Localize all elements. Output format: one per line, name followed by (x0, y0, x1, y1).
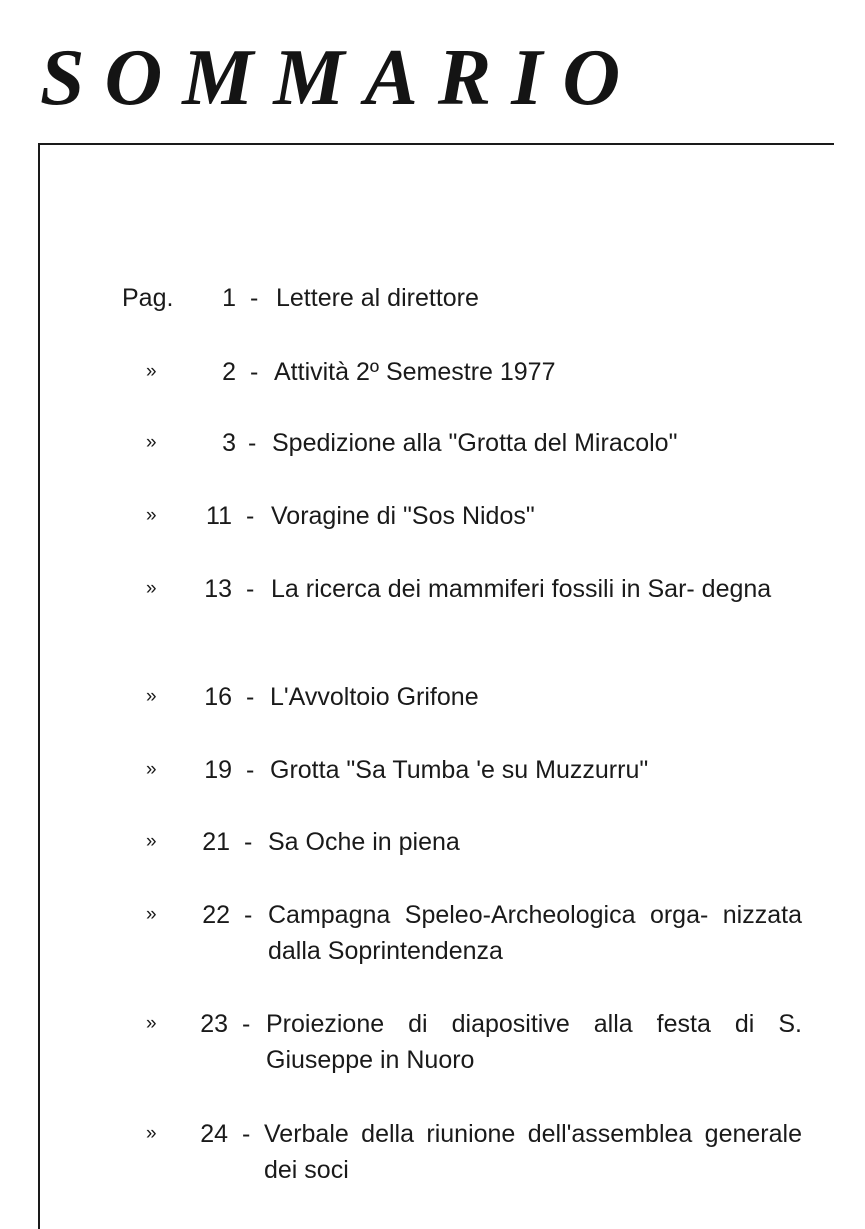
toc-separator: - (244, 901, 253, 929)
toc-page-prefix: Pag. (122, 284, 174, 312)
toc-entry-title: Campagna Speleo-Archeologica orga- nizzata dalla Soprintendenza (268, 901, 802, 965)
toc-entry-title: Proiezione di diapositive alla festa di S. Giuseppe in Nuoro (266, 1010, 802, 1074)
toc-ditto-mark: » (146, 1013, 157, 1034)
toc-separator: - (246, 575, 255, 603)
toc-entry-title: Voragine di "Sos Nidos" (271, 502, 535, 530)
toc-ditto-mark: » (146, 904, 157, 925)
toc-entry-title: Lettere al direttore (276, 284, 479, 312)
page-title: SOMMARIO (40, 34, 641, 122)
toc-page-number: 11 (206, 502, 232, 530)
toc-separator: - (246, 683, 255, 711)
toc-entry-title: L'Avvoltoio Grifone (270, 683, 479, 711)
toc-ditto-mark: » (146, 361, 157, 382)
toc-entry-title: Sa Oche in piena (268, 828, 460, 856)
toc-ditto-mark: » (146, 759, 157, 780)
toc-separator: - (246, 756, 255, 784)
toc-page-number: 24 (200, 1120, 228, 1148)
toc-page-number: 23 (200, 1010, 228, 1038)
toc-page-number: 19 (204, 756, 232, 784)
toc-ditto-mark: » (146, 505, 157, 526)
toc-separator: - (250, 284, 259, 312)
toc-page-number: 13 (204, 575, 232, 603)
toc-entry-title: Verbale della riunione dell'assemblea generale dei soci (264, 1120, 802, 1184)
toc-page-number: 1 (222, 284, 236, 312)
toc-entry-title: La ricerca dei mammiferi fossili in Sar- degna (271, 575, 772, 603)
toc-page-number: 21 (202, 828, 230, 856)
toc-separator: - (242, 1010, 251, 1038)
toc-entry-title: Grotta "Sa Tumba 'e su Muzzurru" (270, 756, 649, 784)
toc-separator: - (250, 358, 259, 386)
toc-entry-title: Spedizione alla "Grotta del Miracolo" (272, 429, 678, 457)
toc-page-number: 16 (204, 683, 232, 711)
toc-separator: - (242, 1120, 251, 1148)
toc-separator: - (248, 429, 257, 457)
toc-ditto-mark: » (146, 1123, 157, 1144)
toc-separator: - (244, 828, 253, 856)
toc-entry-title: Attività 2º Semestre 1977 (274, 358, 556, 386)
toc-ditto-mark: » (146, 432, 157, 453)
toc-page-number: 2 (222, 358, 236, 386)
toc-ditto-mark: » (146, 686, 157, 707)
toc-page-number: 3 (222, 429, 236, 457)
toc-ditto-mark: » (146, 578, 157, 599)
toc-separator: - (246, 502, 255, 530)
toc-ditto-mark: » (146, 831, 157, 852)
toc-page-number: 22 (202, 901, 230, 929)
